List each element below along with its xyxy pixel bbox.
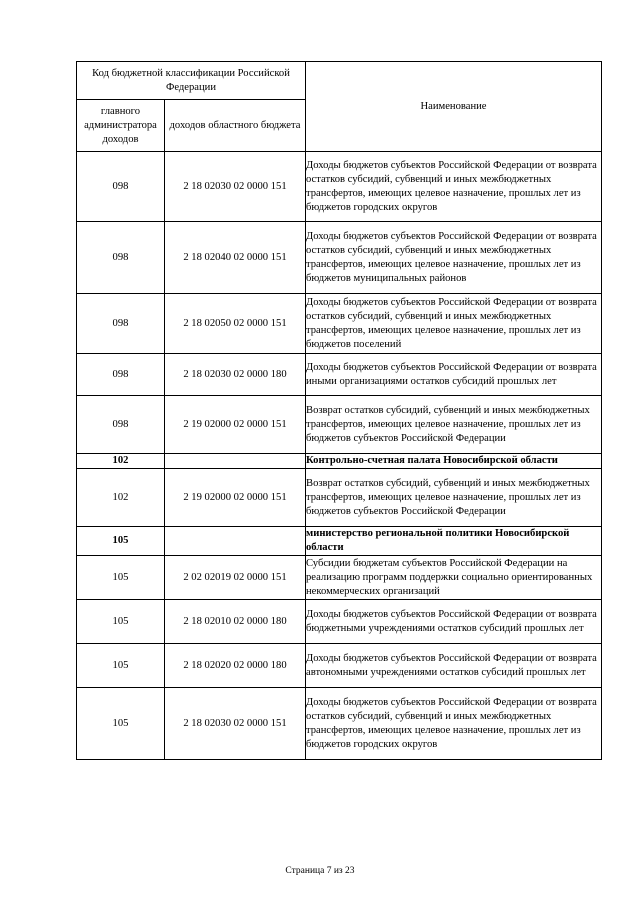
budget-classification-table — [76, 61, 602, 760]
income-code-cell: 2 18 02040 02 0000 151 — [165, 222, 306, 294]
name-cell: Субсидии бюджетам субъектов Российской Федерации на реализацию программ поддержки социально ориентированных некоммерческих организаций — [306, 556, 602, 600]
table-row — [77, 556, 602, 600]
admin-code-cell: 098 — [77, 294, 165, 354]
name-cell: Доходы бюджетов субъектов Российской Федерации от возврата остатков субсидий, субвенций и иных межбюджетных трансфертов, имеющих целевое назначение, прошлых лет из бюджетов поселений — [306, 294, 602, 354]
table-row — [77, 294, 602, 354]
table-row — [77, 354, 602, 396]
income-code-cell: 2 18 02030 02 0000 151 — [165, 152, 306, 222]
table-body — [77, 152, 602, 760]
admin-code-cell: 098 — [77, 354, 165, 396]
table-row — [77, 152, 602, 222]
name-cell: Доходы бюджетов субъектов Российской Федерации от возврата остатков субсидий, субвенций и иных межбюджетных трансфертов, имеющих целевое назначение, прошлых лет из бюджетов муниципальных районов — [306, 222, 602, 294]
name-cell: Контрольно-счетная палата Новосибирской области — [306, 454, 602, 469]
income-code-cell: 2 18 02030 02 0000 180 — [165, 354, 306, 396]
table-row — [77, 469, 602, 527]
table-row — [77, 688, 602, 760]
income-code-cell: 2 02 02019 02 0000 151 — [165, 556, 306, 600]
income-code-cell: 2 18 02010 02 0000 180 — [165, 600, 306, 644]
income-code-cell: 2 18 02030 02 0000 151 — [165, 688, 306, 760]
name-cell: Доходы бюджетов субъектов Российской Федерации от возврата остатков субсидий, субвенций и иных межбюджетных трансфертов, имеющих целевое назначение, прошлых лет из бюджетов городских округов — [306, 152, 602, 222]
admin-code-cell: 105 — [77, 688, 165, 760]
table-row — [77, 396, 602, 454]
table-row — [77, 644, 602, 688]
table-row — [77, 454, 602, 469]
admin-code-cell: 105 — [77, 644, 165, 688]
name-cell: Возврат остатков субсидий, субвенций и иных межбюджетных трансфертов, имеющих целевое назначение, прошлых лет из бюджетов субъектов Российской Федерации — [306, 396, 602, 454]
table-row — [77, 600, 602, 644]
name-cell: Доходы бюджетов субъектов Российской Федерации от возврата бюджетными учреждениями остатков субсидий прошлых лет — [306, 600, 602, 644]
name-cell: министерство региональной политики Новосибирской области — [306, 527, 602, 556]
income-code-cell: 2 18 02020 02 0000 180 — [165, 644, 306, 688]
income-code-cell — [165, 454, 306, 469]
name-cell: Доходы бюджетов субъектов Российской Федерации от возврата остатков субсидий, субвенций и иных межбюджетных трансфертов, имеющих целевое назначение, прошлых лет из бюджетов городских округов — [306, 688, 602, 760]
code-group-header: Код бюджетной классификации Российской Федерации — [77, 62, 306, 100]
income-code-cell — [165, 527, 306, 556]
admin-code-cell: 102 — [77, 469, 165, 527]
income-column-header: доходов областного бюджета — [165, 100, 306, 152]
income-code-cell: 2 19 02000 02 0000 151 — [165, 469, 306, 527]
name-cell: Доходы бюджетов субъектов Российской Федерации от возврата автономными учреждениями остатков субсидий прошлых лет — [306, 644, 602, 688]
admin-code-cell: 102 — [77, 454, 165, 469]
name-column-header: Наименование — [306, 62, 602, 152]
header-row-top — [77, 62, 602, 100]
income-code-cell: 2 18 02050 02 0000 151 — [165, 294, 306, 354]
admin-column-header: главного администратора доходов — [77, 100, 165, 152]
income-code-cell: 2 19 02000 02 0000 151 — [165, 396, 306, 454]
admin-code-cell: 098 — [77, 222, 165, 294]
name-cell: Доходы бюджетов субъектов Российской Федерации от возврата иными организациями остатков субсидий прошлых лет — [306, 354, 602, 396]
name-cell: Возврат остатков субсидий, субвенций и иных межбюджетных трансфертов, имеющих целевое назначение, прошлых лет из бюджетов субъектов Российской Федерации — [306, 469, 602, 527]
admin-code-cell: 105 — [77, 556, 165, 600]
admin-code-cell: 105 — [77, 527, 165, 556]
table-row — [77, 527, 602, 556]
admin-code-cell: 098 — [77, 396, 165, 454]
admin-code-cell: 105 — [77, 600, 165, 644]
admin-code-cell: 098 — [77, 152, 165, 222]
page-number: Страница 7 из 23 — [285, 866, 355, 876]
table-row — [77, 222, 602, 294]
